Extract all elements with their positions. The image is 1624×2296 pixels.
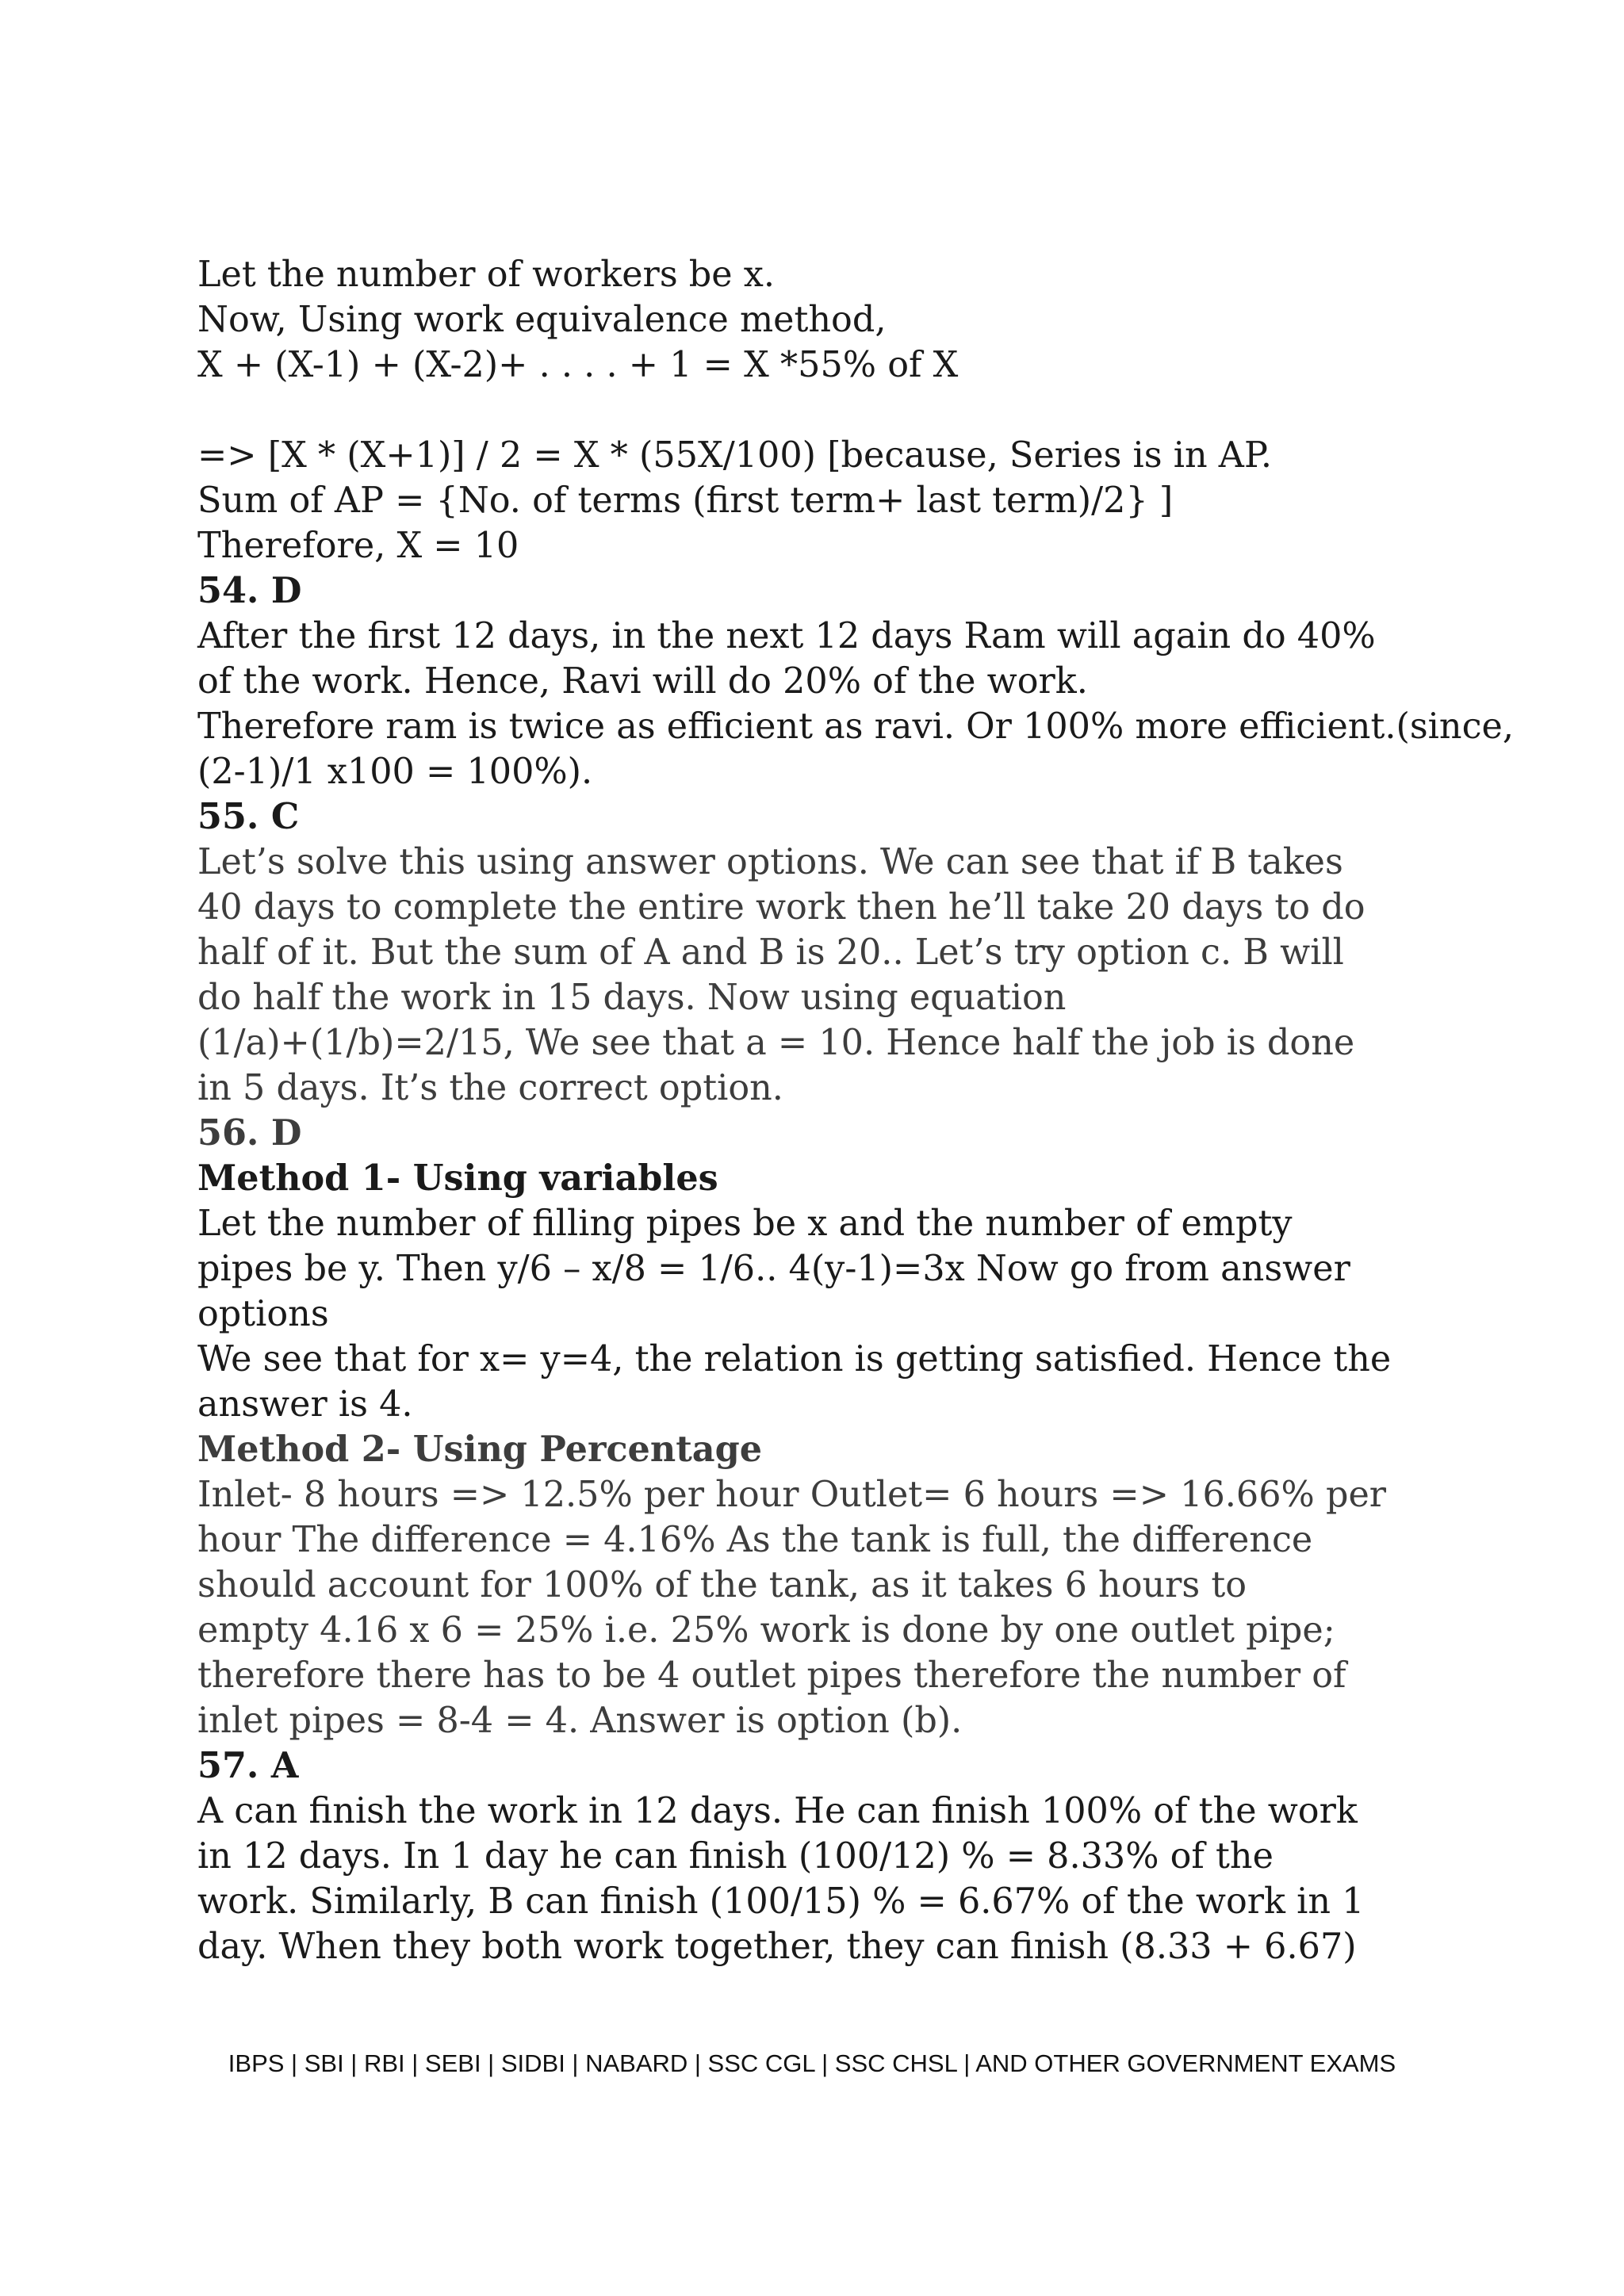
- text-line: After the first 12 days, in the next 12 days Ram will again do 40%: [197, 616, 1376, 656]
- method-heading-2: Method 2- Using Percentage: [197, 1429, 763, 1470]
- text-line: (1/a)+(1/b)=2/15, We see that a = 10. Hence half the job is done: [197, 1023, 1355, 1063]
- text-line: hour The difference = 4.16% As the tank is full, the difference: [197, 1520, 1313, 1560]
- text-line: of the work. Hence, Ravi will do 20% of the work.: [197, 661, 1088, 702]
- text-line: Let’s solve this using answer options. We can see that if B takes: [197, 842, 1343, 882]
- page-body: [197, 252, 1593, 1969]
- text-line: therefore there has to be 4 outlet pipes therefore the number of: [197, 1655, 1346, 1696]
- answer-heading-54: 54. D: [197, 570, 302, 611]
- text-line: => [X * (X+1)] / 2 = X * (55X/100) [because, Series is in AP.: [197, 435, 1273, 476]
- text-line: in 5 days. It’s the correct option.: [197, 1068, 783, 1108]
- text-line: Now, Using work equivalence method,: [197, 300, 887, 340]
- text-line: empty 4.16 x 6 = 25% i.e. 25% work is done by one outlet pipe;: [197, 1610, 1335, 1651]
- text-line: X + (X-1) + (X-2)+ . . . . + 1 = X *55% of X: [197, 345, 959, 385]
- text-line: Inlet- 8 hours => 12.5% per hour Outlet= 6 hours => 16.66% per: [197, 1475, 1387, 1515]
- answer-heading-55: 55. C: [197, 796, 300, 837]
- text-line: should account for 100% of the tank, as it takes 6 hours to: [197, 1565, 1247, 1605]
- method-heading-1: Method 1- Using variables: [197, 1158, 718, 1199]
- text-line: Therefore ram is twice as efficient as ravi. Or 100% more efficient.(since,: [197, 706, 1514, 747]
- text-line: Therefore, X = 10: [197, 526, 519, 566]
- page-footer: IBPS | SBI | RBI | SEBI | SIDBI | NABARD | SSC CGL | SSC CHSL | AND OTHER GOVERNMENT EXAMS: [228, 2049, 1396, 2077]
- text-line: Let the number of workers be x.: [197, 254, 776, 295]
- text-line: do half the work in 15 days. Now using equation: [197, 978, 1067, 1018]
- text-line: (2-1)/1 x100 = 100%).: [197, 752, 593, 792]
- text-line: inlet pipes = 8-4 = 4. Answer is option (b).: [197, 1701, 963, 1741]
- text-line: in 12 days. In 1 day he can finish (100/12) % = 8.33% of the: [197, 1836, 1274, 1877]
- text-line: 40 days to complete the entire work then he’ll take 20 days to do: [197, 887, 1365, 928]
- blank-line: [197, 388, 1593, 433]
- text-line: Let the number of filling pipes be x and the number of empty: [197, 1203, 1293, 1244]
- text-line: work. Similarly, B can finish (100/15) % = 6.67% of the work in 1: [197, 1881, 1365, 1922]
- text-line: options: [197, 1294, 329, 1334]
- answer-heading-57: 57. A: [197, 1745, 299, 1786]
- text-line: half of it. But the sum of A and B is 20.. Let’s try option c. B will: [197, 932, 1344, 973]
- text-line: A can finish the work in 12 days. He can finish 100% of the work: [197, 1791, 1358, 1831]
- answer-heading-56: 56. D: [197, 1112, 302, 1154]
- text-line: answer is 4.: [197, 1384, 413, 1425]
- text-line: pipes be y. Then y/6 – x/8 = 1/6.. 4(y-1)=3x Now go from answer: [197, 1249, 1350, 1289]
- text-line: Sum of AP = {No. of terms (first term+ last term)/2} ]: [197, 480, 1174, 521]
- text-line: day. When they both work together, they can finish (8.33 + 6.67): [197, 1927, 1357, 1967]
- text-line: We see that for x= y=4, the relation is getting satisfied. Hence the: [197, 1339, 1392, 1380]
